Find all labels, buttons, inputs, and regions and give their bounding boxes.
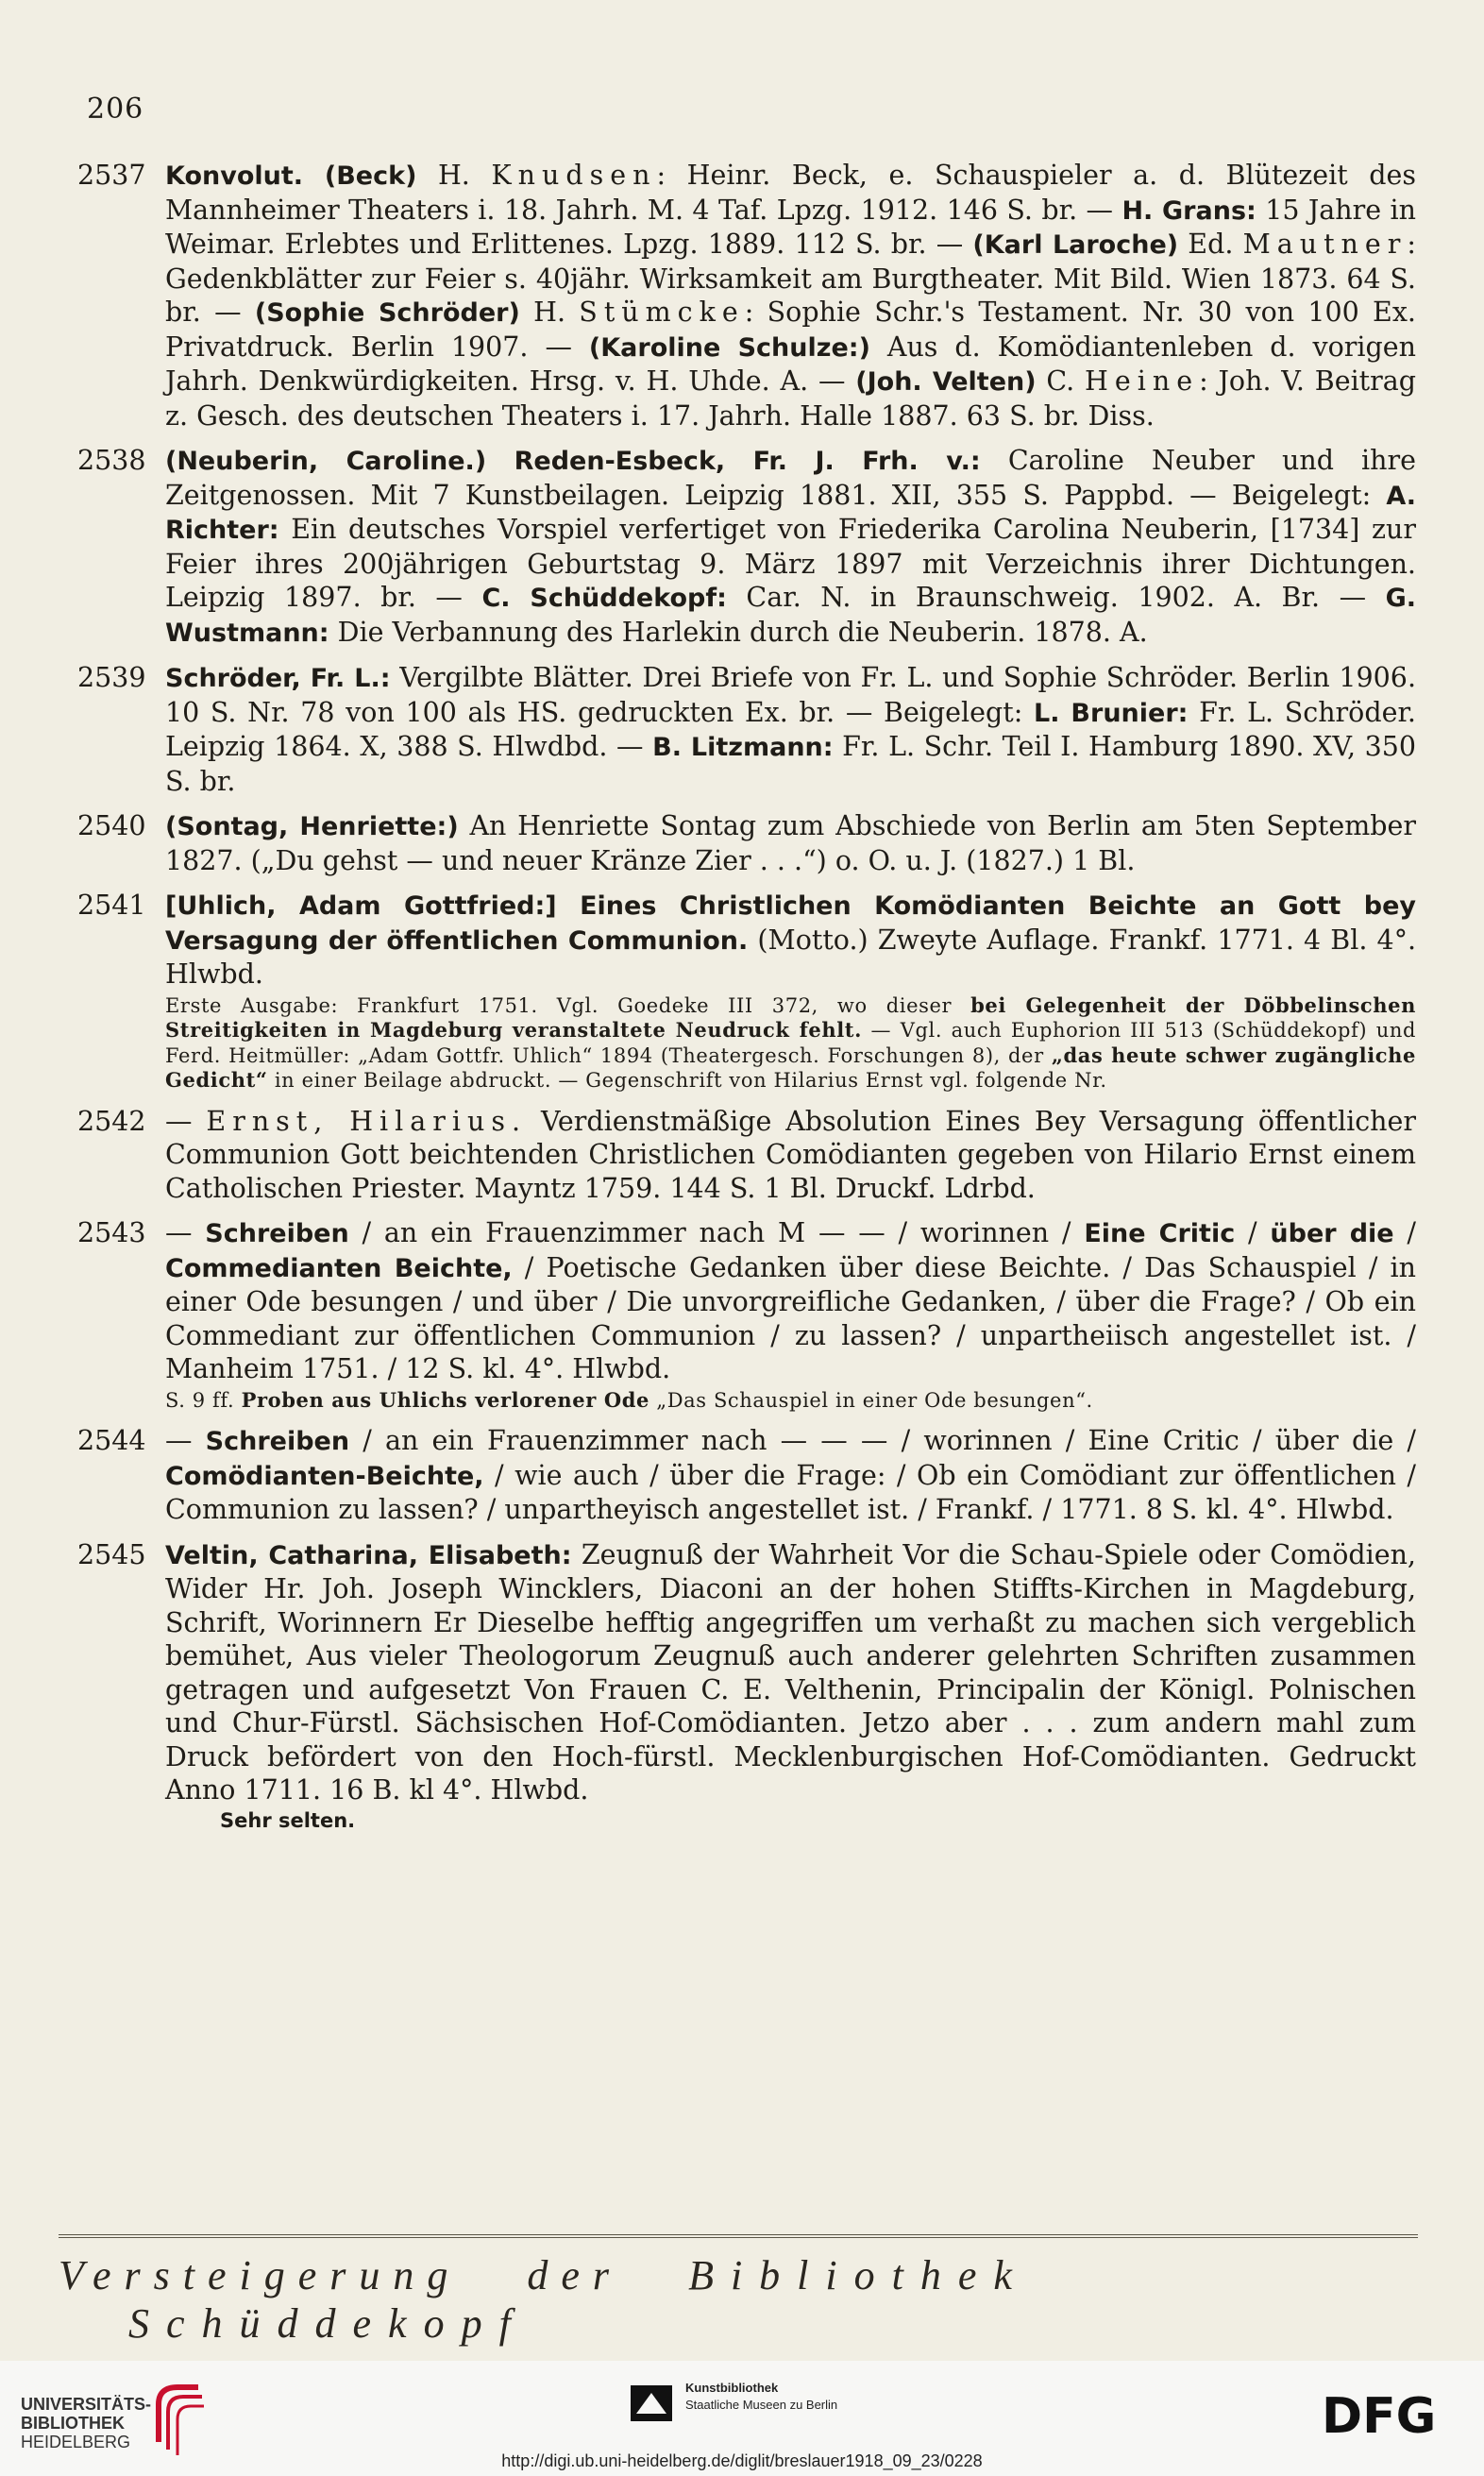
catalog-entry	[77, 1538, 1416, 1832]
entries-list	[77, 159, 1416, 1843]
entry-number: 2543	[77, 1217, 146, 1248]
catalog-entry	[77, 1216, 1416, 1413]
catalog-entry	[77, 661, 1416, 798]
entry-text: (Neuberin, Caroline.) Reden-Esbeck, Fr. J. Frh. v.: Caroline Neuber und ihre Zeitgenossen. Mit 7 Kunstbeilagen. Leipzig 1881. XII, 355 S. Pappbd. — Beigelegt: A. Richter: Ein deutsches Vorspiel verfertiget von Friederika Carolina Neuberin, [1734] zur Feier ihres 200jährigen Geburtstag 9. März 1897 mit Verzeichnis ihrer Dichtungen. Leipzig 1897. br. — C. Schüddekopf: Car. N. in Braunschweig. 1902. A. Br. — G. Wustmann: Die Verbannung des Harlekin durch die Neuberin. 1878. A.	[165, 445, 1417, 648]
footer-rule-bottom	[59, 2237, 1418, 2238]
kb-line-1: Kunstbibliothek	[685, 2381, 779, 2395]
catalog-entry	[77, 1105, 1416, 1206]
running-footer	[59, 2251, 1418, 2348]
entry-text: — Schreiben / an ein Frauenzimmer nach — — — / worinnen / Eine Critic / über die / Comödianten-Beichte, / wie auch / über die Frage: / Ob ein Comödiant zur öffentlichen / Communion zu lassen? / unpartheyisch angestellet ist. / Frankf. / 1771. 8 S. kl. 4°. Hlwbd.	[165, 1425, 1417, 1525]
page-number: 206	[87, 93, 144, 126]
university-seal-icon[interactable]	[149, 2376, 208, 2457]
entry-text: [Uhlich, Adam Gottfried:] Eines Christlichen Komödianten Beichte an Gott bey Versagung der öffentlichen Communion. (Motto.) Zweyte Auflage. Frankf. 1771. 4 Bl. 4°. Hlwbd.	[165, 891, 1416, 990]
entry-number: 2538	[77, 445, 146, 476]
catalog-entry	[77, 809, 1416, 877]
catalog-entry	[77, 1424, 1416, 1527]
dfg-logo-text: DFG	[1322, 2388, 1437, 2440]
entry-note: S. 9 ff. Proben aus Uhlichs verlorener Ode „Das Schauspiel in einer Ode besungen“.	[165, 1387, 1093, 1412]
entry-number: 2545	[77, 1538, 146, 1570]
entry-text: Schröder, Fr. L.: Vergilbte Blätter. Drei Briefe von Fr. L. und Sophie Schröder. Berlin 1906. 10 S. Nr. 78 von 100 als HS. gedruckten Ex. br. — Beigelegt: L. Brunier: Fr. L. Schröder. Leipzig 1864. X, 388 S. Hlwdbd. — B. Litzmann: Fr. L. Schr. Teil I. Hamburg 1890. XV, 350 S. br.	[165, 662, 1416, 797]
entry-number: 2540	[77, 810, 146, 841]
entry-number: 2537	[77, 160, 146, 191]
entry-note: Erste Ausgabe: Frankfurt 1751. Vgl. Goedeke III 372, wo dieser bei Gelegenheit der Döbbelinschen Streitigkeiten in Magdeburg veranstaltete Neudruck fehlt. — Vgl. auch Euphorion III 513 (Schüddekopf) und Ferd. Heitmüller: „Adam Gottfr. Uhlich“ 1894 (Theatergesch. Forschungen 8), der „das heute schwer zugängliche Gedicht“ in einer Beilage abdruckt. — Gegenschrift von Hilarius Ernst vgl. folgende Nr.	[165, 992, 1416, 1092]
kb-line-2: Staatliche Museen zu Berlin	[685, 2398, 838, 2412]
entry-number: 2542	[77, 1105, 146, 1137]
kunstbibliothek-text	[685, 2380, 837, 2414]
entry-number: 2544	[77, 1425, 146, 1456]
entry-text: (Sontag, Henriette:) An Henriette Sontag zum Abschiede von Berlin am 5ten September 1827. („Du gehst — und neuer Kränze Zier . . .“) o. O. u. J. (1827.) 1 Bl.	[165, 810, 1416, 876]
dfg-logo-icon[interactable]	[1322, 2387, 1463, 2440]
kunstbibliothek-logo-icon[interactable]	[631, 2385, 672, 2421]
entry-text: Konvolut. (Beck) H. Knudsen: Heinr. Beck, e. Schauspieler a. d. Blütezeit des Mannheimer Theaters i. 18. Jahrh. M. 4 Taf. Lpzg. 1912. 146 S. br. — H. Grans: 15 Jahre in Weimar. Erlebtes und Erlittenes. Lpzg. 1889. 112 S. br. — (Karl Laroche) Ed. Mautner: Gedenkblätter zur Feier s. 40jähr. Wirksamkeit am Burgtheater. Mit Bild. Wien 1873. 64 S. br. — (Sophie Schröder) H. Stümcke: Sophie Schr.'s Testament. Nr. 30 von 100 Ex. Privatdruck. Berlin 1907. — (Karoline Schulze:) Aus d. Komödiantenleben d. vorigen Jahrh. Denkwürdigkeiten. Hrsg. v. H. Uhde. A. — (Joh. Velten) C. Heine: Joh. V. Beitrag z. Gesch. des deutschen Theaters i. 17. Jahrh. Halle 1887. 63 S. br. Diss.	[165, 160, 1416, 432]
entry-number: 2539	[77, 662, 146, 693]
permalink-url[interactable]: http://digi.ub.uni-heidelberg.de/diglit/breslauer1918_09_23/0228	[501, 2451, 983, 2470]
catalog-entry	[77, 159, 1416, 432]
footer-word-1: Versteigerung	[59, 2252, 462, 2298]
uni-line-2: BIBLIOTHEK	[21, 2414, 125, 2433]
footer-word-4: Schüddekopf	[128, 2300, 528, 2347]
entry-rarity-note: Sehr selten.	[220, 1808, 356, 1832]
digitization-banner	[0, 2361, 1484, 2476]
catalog-entry	[77, 889, 1416, 1094]
uni-line-1: UNIVERSITÄTS-	[21, 2395, 152, 2414]
entry-text: — Ernst, Hilarius. Verdienstmäßige Absolution Eines Bey Versagung öffentlicher Communion Gott beichtenden Christlichen Comödianten gegeben von Hilario Ernst einem Catholischen Priester. Mayntz 1759. 144 S. 1 Bl. Druckf. Ldrbd.	[165, 1105, 1416, 1204]
uni-line-3: HEIDELBERG	[21, 2433, 131, 2451]
entry-text: Veltin, Catharina, Elisabeth: Zeugnuß der Wahrheit Vor die Schau-Spiele oder Comödien, Wider Hr. Joh. Joseph Wincklers, Diaconi an der hohen Stiffts-Kirchen in Magdeburg, Schrift, Worinnern Er Dieselbe hefftig angegriffen um verhaßt zu machen sich vergeblich bemühet, Aus vieler Theologorum Zeugnuß auch anderer gelehrten Schriften zusammen getragen und aufgesetzt Von Frauen C. E. Velthenin, Principalin der Königl. Polnischen und Chur-Fürstl. Sächsischen Hof-Comödianten. Jetzo aber . . . zum andern mahl zum Druck befördert von den Hoch-fürstl. Mecklenburgischen Hof-Comödianten. Gedruckt Anno 1711. 16 B. kl 4°. Hlwbd.	[165, 1538, 1416, 1806]
entry-text: — Schreiben / an ein Frauenzimmer nach M — — / worinnen / Eine Critic / über die / Commedianten Beichte, / Poetische Gedanken über diese Beichte. / Das Schauspiel / in einer Ode besungen / und über / Die unvorgreifliche Gedanken, / über die Frage? / Ob ein Commediant zur öffentlichen Communion / zu lassen? / unpartheiisch angestellet ist. / Manheim 1751. / 12 S. kl. 4°. Hlwbd.	[165, 1217, 1417, 1384]
entry-number: 2541	[77, 890, 146, 921]
catalog-entry	[77, 444, 1416, 650]
footer-rule-top	[59, 2234, 1418, 2235]
university-library-logo-text[interactable]	[21, 2395, 151, 2451]
footer-word-3: Bibliothek	[688, 2252, 1029, 2298]
footer-word-2: der	[527, 2252, 623, 2298]
